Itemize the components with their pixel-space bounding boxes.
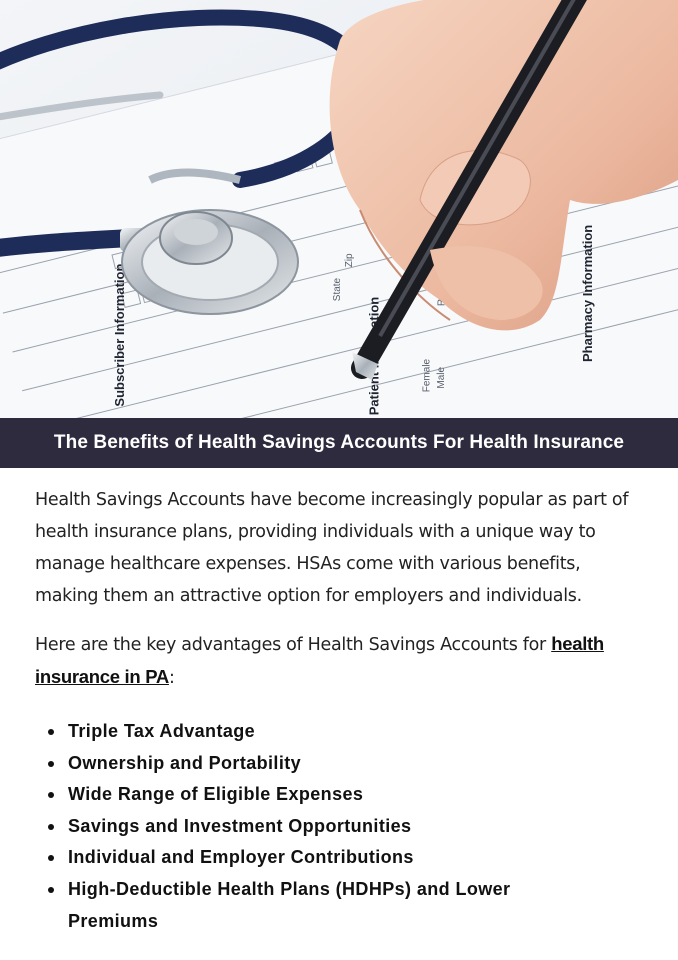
- bullet-icon: [48, 761, 54, 767]
- intro-paragraph: Health Savings Accounts have become increasingly popular as part of health insurance plans, providing individuals with a unique way to manage healthcare expenses. HSAs come with various benefits, making them an attractive option for employers and individuals.: [35, 490, 629, 606]
- form-label-male: Male: [436, 366, 448, 389]
- list-item: [35, 842, 643, 874]
- title-banner: [0, 418, 678, 468]
- list-item-label: Triple Tax Advantage: [68, 721, 256, 741]
- medical-form-stethoscope-pen-illustration: [0, 0, 678, 418]
- list-item-label: Wide Range of Eligible Expenses: [68, 784, 364, 805]
- advantages-intro-paragraph: [35, 628, 643, 694]
- list-item: [35, 748, 643, 780]
- hero-image: [0, 0, 678, 418]
- form-label-female: Female: [421, 358, 433, 393]
- list-item-label: Individual and Employer Contributions: [68, 847, 414, 868]
- article-body: [35, 484, 643, 937]
- list-item: [35, 779, 643, 811]
- list-item: [35, 874, 643, 937]
- bullet-icon: [48, 887, 54, 893]
- page-title: The Benefits of Health Savings Accounts For Health Insurance: [53, 432, 625, 453]
- bullet-icon: [48, 792, 54, 798]
- list-item-label: Savings and Investment Opportunities: [68, 815, 412, 836]
- list-item-label: High-Deductible Health Plans (HDHPs) and Lower Premiums: [68, 878, 511, 931]
- list-item-label: Ownership and Portability: [68, 752, 302, 773]
- bullet-icon: [48, 824, 54, 830]
- form-label-state: State: [331, 277, 343, 302]
- list-item: [35, 716, 643, 748]
- benefits-list: [35, 716, 643, 937]
- health-insurance-pa-link[interactable]: health insurance in PA: [35, 633, 604, 687]
- bullet-icon: [48, 855, 54, 861]
- advantages-intro-suffix: :: [168, 668, 175, 688]
- list-item: [35, 811, 643, 843]
- form-label-zip: Zip: [344, 253, 356, 268]
- bullet-icon: [48, 729, 54, 735]
- form-label-subscriber: Subscriber Information: [112, 263, 128, 407]
- advantages-intro-prefix: Here are the key advantages of Health Savings Accounts for: [35, 635, 552, 655]
- form-label-pharmacy: Pharmacy Information: [580, 224, 596, 363]
